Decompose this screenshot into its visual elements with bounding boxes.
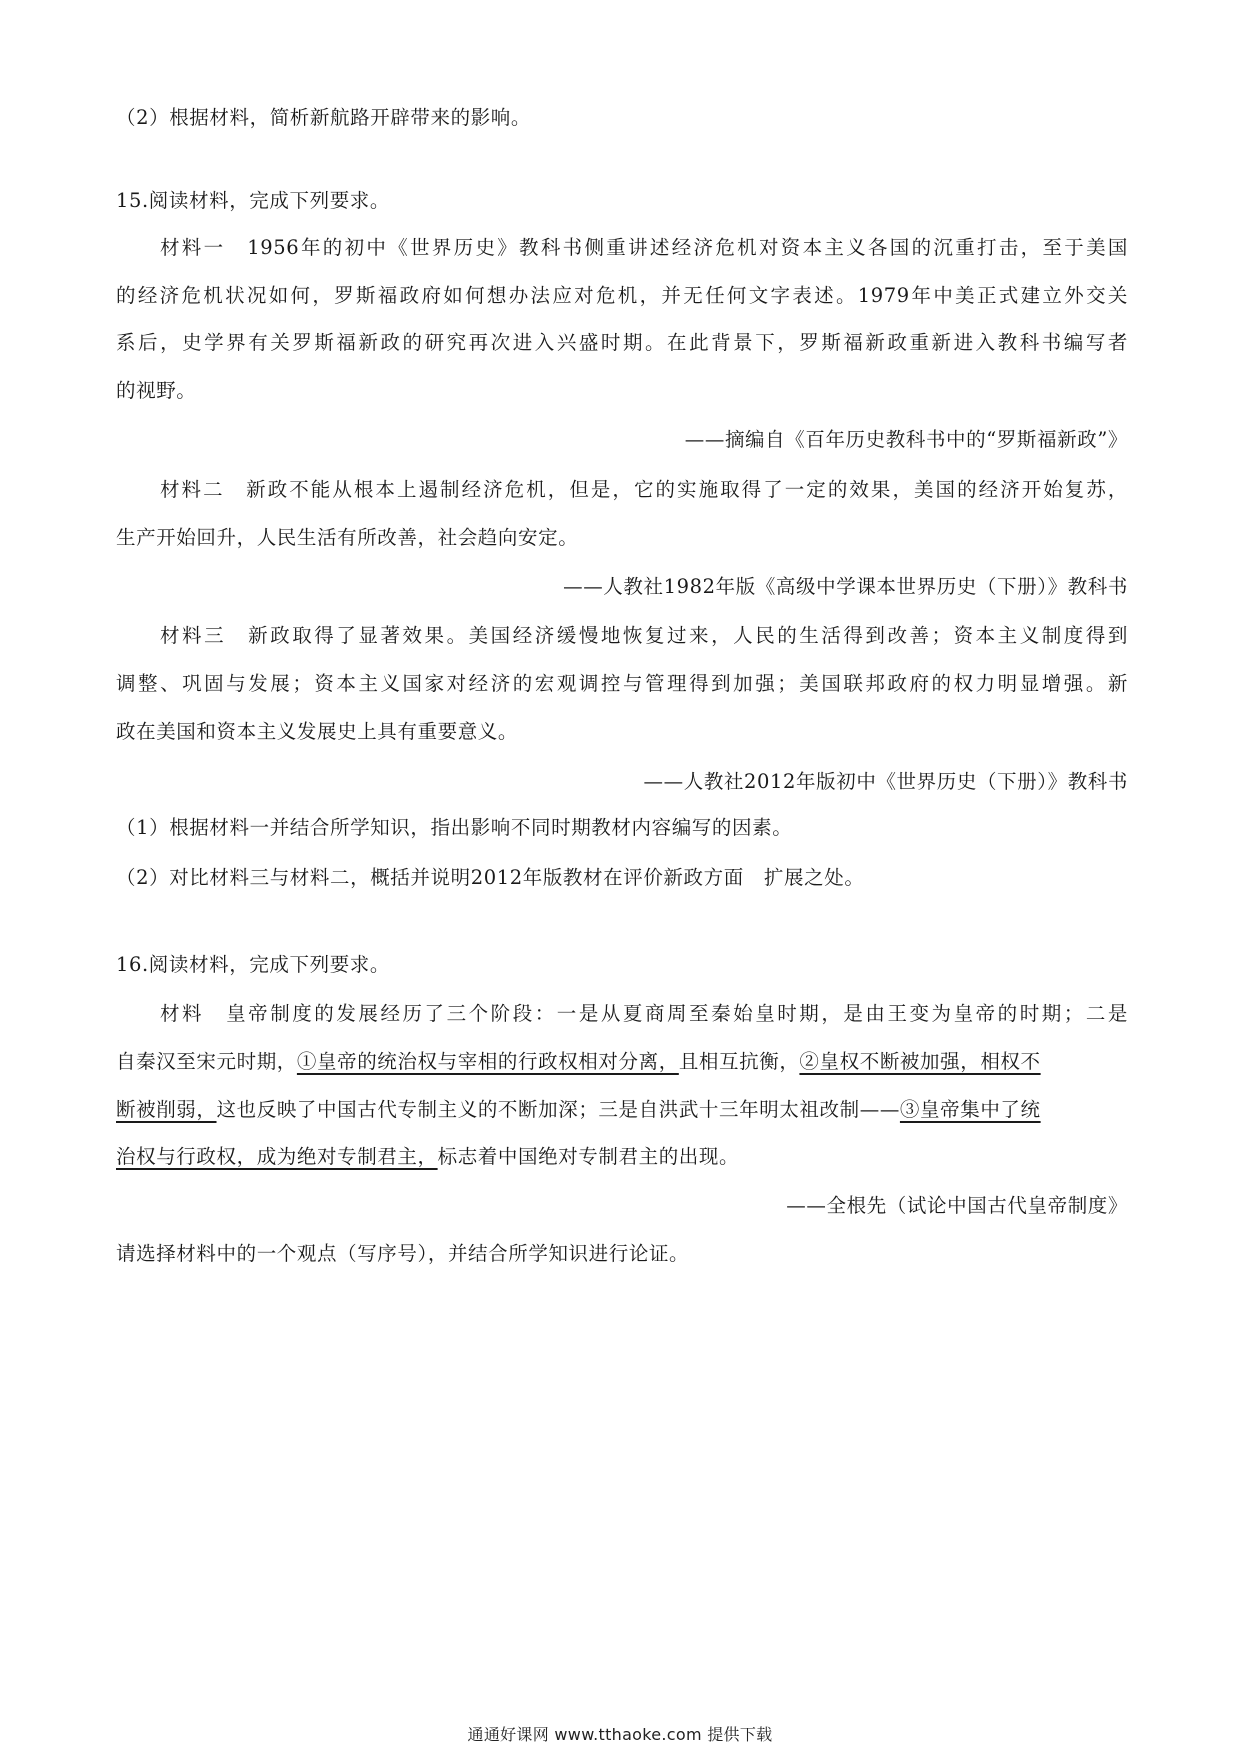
q15-material-1-source: ——摘编自《百年历史教科书中的“罗斯福新政”》 <box>684 428 1128 451</box>
q16-viewpoint-3-underlined: 治权与行政权，成为绝对专制君主， <box>116 1145 438 1168</box>
q16-prompt: 请选择材料中的一个观点（写序号），并结合所学知识进行论证。 <box>116 1242 690 1265</box>
q16-material-line-2 <box>116 1048 1128 1076</box>
q16-viewpoint-1-underlined: ①皇帝的统治权与宰相的行政权相对分离， <box>296 1050 679 1073</box>
q15-material-3-line-2: 调整、巩固与发展；资本主义国家对经济的宏观调控与管理得到加强；美国联邦政府的权力明显增强。新 <box>116 672 1128 695</box>
q15-material-1-line-3: 系后，史学界有关罗斯福新政的研究再次进入兴盛时期。在此背景下，罗斯福新政重新进入教科书编写者 <box>116 331 1128 354</box>
q16-material-line-1: 材料 皇帝制度的发展经历了三个阶段：一是从夏商周至秦始皇时期，是由王变为皇帝的时期；二是 <box>160 1002 1128 1025</box>
q16-material-text: 标志着中国绝对专制君主的出现。 <box>437 1145 740 1168</box>
q15-heading: 15.阅读材料，完成下列要求。 <box>116 189 391 212</box>
q15-subquestion-2: （2）对比材料三与材料二，概括并说明2012年版教材在评价新政方面 扩展之处。 <box>116 866 865 889</box>
q16-material-text: 这也反映了中国古代专制主义的不断加深；三是自洪武十三年明太祖改制—— <box>216 1098 900 1121</box>
q15-material-1-line-1: 材料一 1956年的初中《世界历史》教科书侧重讲述经济危机对资本主义各国的沉重打击，至于美国 <box>160 236 1128 259</box>
q15-material-1-line-2: 的经济危机状况如何，罗斯福政府如何想办法应对危机，并无任何文字表述。1979年中美正式建立外交关 <box>116 284 1128 307</box>
q15-material-2-line-1: 材料二 新政不能从根本上遏制经济危机，但是，它的实施取得了一定的效果，美国的经济开始复苏， <box>160 478 1128 501</box>
q16-material-text: 且相互抗衡， <box>678 1050 800 1073</box>
q16-heading: 16.阅读材料，完成下列要求。 <box>116 953 391 976</box>
q15-material-3-line-1: 材料三 新政取得了显著效果。美国经济缓慢地恢复过来，人民的生活得到改善；资本主义制度得到 <box>160 624 1128 647</box>
q14-subquestion-2: （2）根据材料，简析新航路开辟带来的影响。 <box>116 106 532 129</box>
q16-viewpoint-2-underlined: 断被削弱， <box>116 1098 217 1121</box>
q15-material-3-source: ——人教社2012年版初中《世界历史（下册）》教科书 <box>643 770 1128 793</box>
q15-material-2-source: ——人教社1982年版《高级中学课本世界历史（下册）》教科书 <box>563 575 1128 598</box>
q15-material-3-line-3: 政在美国和资本主义发展史上具有重要意义。 <box>116 720 519 743</box>
q15-material-2-line-2: 生产开始回升，人民生活有所改善，社会趋向安定。 <box>116 526 579 549</box>
page-footer-watermark: 通通好课网 www.tthaoke.com 提供下载 <box>467 1725 773 1744</box>
q16-material-text: 自秦汉至宋元时期， <box>116 1050 297 1073</box>
q15-subquestion-1: （1）根据材料一并结合所学知识，指出影响不同时期教材内容编写的因素。 <box>116 816 793 839</box>
q16-viewpoint-2-underlined: ②皇权不断被加强，相权不 <box>799 1050 1041 1073</box>
q15-material-1-line-4: 的视野。 <box>116 379 197 402</box>
q16-material-source: ——全根先（试论中国古代皇帝制度》 <box>786 1194 1128 1217</box>
q16-material-line-4 <box>116 1143 1128 1171</box>
q16-viewpoint-3-underlined: ③皇帝集中了统 <box>899 1098 1041 1121</box>
q16-material-line-3 <box>116 1096 1128 1124</box>
